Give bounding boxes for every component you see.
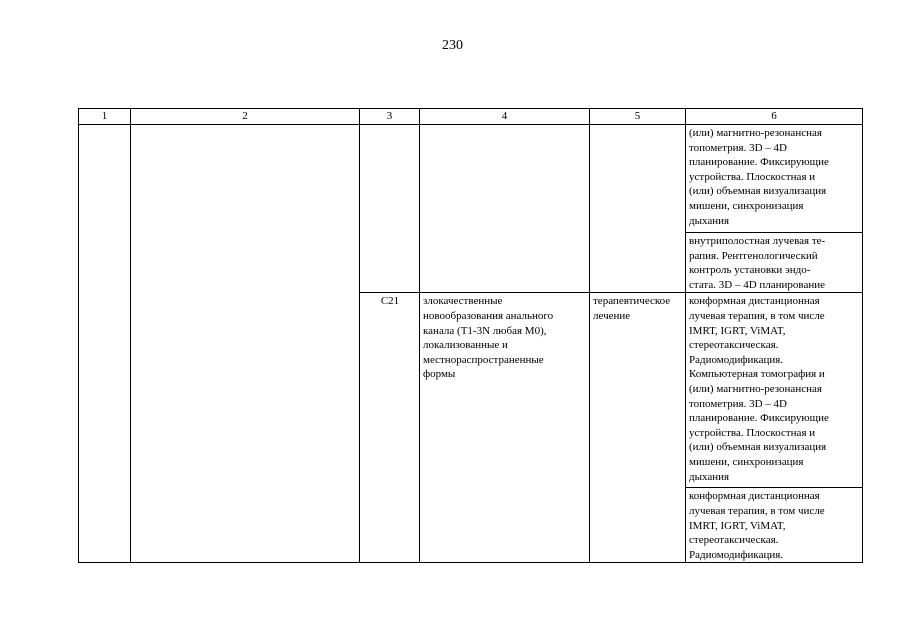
cell-treatment-method: конформная дистанционная лучевая терапия, в том числе IMRT, IGRT, ViMAT, стереотаксическая. Радиомодификация.: [686, 488, 863, 563]
cell-treatment-method: внутриполостная лучевая те- рапия. Рентгенологический контроль установки эндо- стата. 3D – 4D планирование: [686, 233, 863, 293]
column-header-5: 5: [590, 109, 686, 125]
cell-treatment-method: (или) магнитно-резонансная топометрия. 3D – 4D планирование. Фиксирующие устройства. Плоскостная и (или) объемная визуализация мишени, синхронизация дыхания: [686, 125, 863, 233]
column-header-1: 1: [79, 109, 131, 125]
cell-treatment-method: конформная дистанционная лучевая терапия, в том числе IMRT, IGRT, ViMAT, стереотаксическая. Радиомодификация. Компьютерная томография и (или) магнитно-резонансная топометрия. 3D – 4D планирование. Фиксирующие устройства. Плоскостная и (или) объемная визуализация мишени, синхронизация дыхания: [686, 293, 863, 488]
table-row: [79, 125, 863, 233]
cell-col5-empty: [590, 125, 686, 293]
cell-col3-empty: [360, 125, 420, 293]
column-header-4: 4: [420, 109, 590, 125]
cell-col4-empty: [420, 125, 590, 293]
cell-col2-empty: [131, 125, 360, 563]
column-header-2: 2: [131, 109, 360, 125]
column-header-6: 6: [686, 109, 863, 125]
column-header-3: 3: [360, 109, 420, 125]
cell-treatment-type: терапевтическое лечение: [590, 293, 686, 563]
treatment-table: [78, 108, 863, 563]
cell-col1-empty: [79, 125, 131, 563]
table-header-row: [79, 109, 863, 125]
page-number: 230: [442, 38, 463, 53]
cell-diagnosis: злокачественные новообразования анального канала (T1-3N любая M0), локализованные и местнораспространенные формы: [420, 293, 590, 563]
cell-icd-code: C21: [360, 293, 420, 563]
